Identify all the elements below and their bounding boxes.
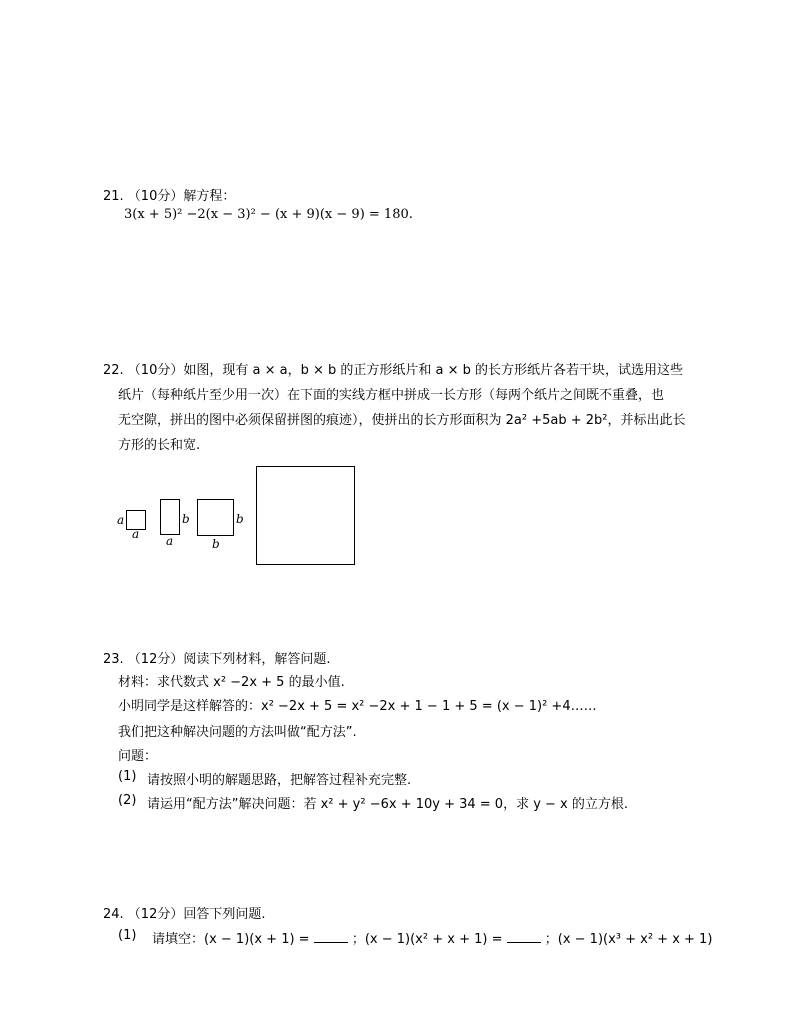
square-a-bottom-label: a: [132, 527, 140, 541]
q23-part-1-number: (1): [118, 769, 137, 784]
q21-heading: 21. （10分）解方程：: [103, 189, 236, 204]
rectangle-bottom-label: a: [166, 534, 174, 548]
q21-equation: 3(x + 5)² −2(x − 3)² − (x + 9)(x − 9) = 180.: [124, 207, 413, 222]
q23-part-2: 请运用“配方法”解决问题：若 x² + y² −6x + 10y + 34 = 0，求 y − x 的立方根.: [147, 797, 629, 812]
q23-solution: 小明同学是这样解答的：x² −2x + 5 = x² −2x + 1 − 1 + 5 = (x − 1)² +4……: [118, 699, 597, 714]
answer-blank-1[interactable]: [314, 930, 348, 943]
rectangle-side-label: b: [182, 512, 190, 526]
q22-line-2: 纸片（每种纸片至少用一次）在下面的实线方框中拼成一长方形（每两个纸片之间既不重叠，也: [118, 388, 665, 403]
q24-part-1-fill: [152, 928, 712, 947]
square-a-side-label: a: [117, 513, 125, 527]
q24-fill-a: 请填空：(x − 1)(x + 1) =: [152, 932, 310, 947]
q24-heading: 24. （12分）回答下列问题.: [103, 907, 266, 922]
q24-fill-c: ；(x − 1)(x³ + x² + x + 1): [544, 932, 713, 947]
q23-part-1: 请按照小明的解题思路，把解答过程补充完整.: [147, 773, 412, 788]
q23-heading: 23. （12分）阅读下列材料，解答问题.: [103, 652, 331, 667]
square-b-piece: [197, 499, 234, 536]
q22-line-1: 22. （10分）如图，现有 a × a，b × b 的正方形纸片和 a × b 的长方形纸片各若干块，试选用这些: [103, 363, 684, 378]
q22-line-4: 方形的长和宽.: [118, 438, 201, 453]
q23-question-label: 问题：: [118, 749, 158, 764]
square-b-side-label: b: [236, 512, 244, 526]
answer-blank-2[interactable]: [507, 930, 541, 943]
q24-part-1-number: (1): [118, 928, 137, 943]
q23-method: 我们把这种解决问题的方法叫做“配方法”.: [118, 725, 357, 740]
q23-material: 材料：求代数式 x² −2x + 5 的最小值.: [118, 675, 345, 690]
q23-part-2-number: (2): [118, 793, 137, 808]
answer-frame: [256, 466, 355, 565]
square-b-bottom-label: b: [212, 537, 220, 551]
rectangle-ab-piece: [160, 499, 180, 535]
q22-line-3: 无空隙，拼出的图中必须保留拼图的痕迹），使拼出的长方形面积为 2a² +5ab + 2b²，并标出此长: [118, 413, 686, 428]
q24-fill-b: ；(x − 1)(x² + x + 1) =: [351, 932, 503, 947]
